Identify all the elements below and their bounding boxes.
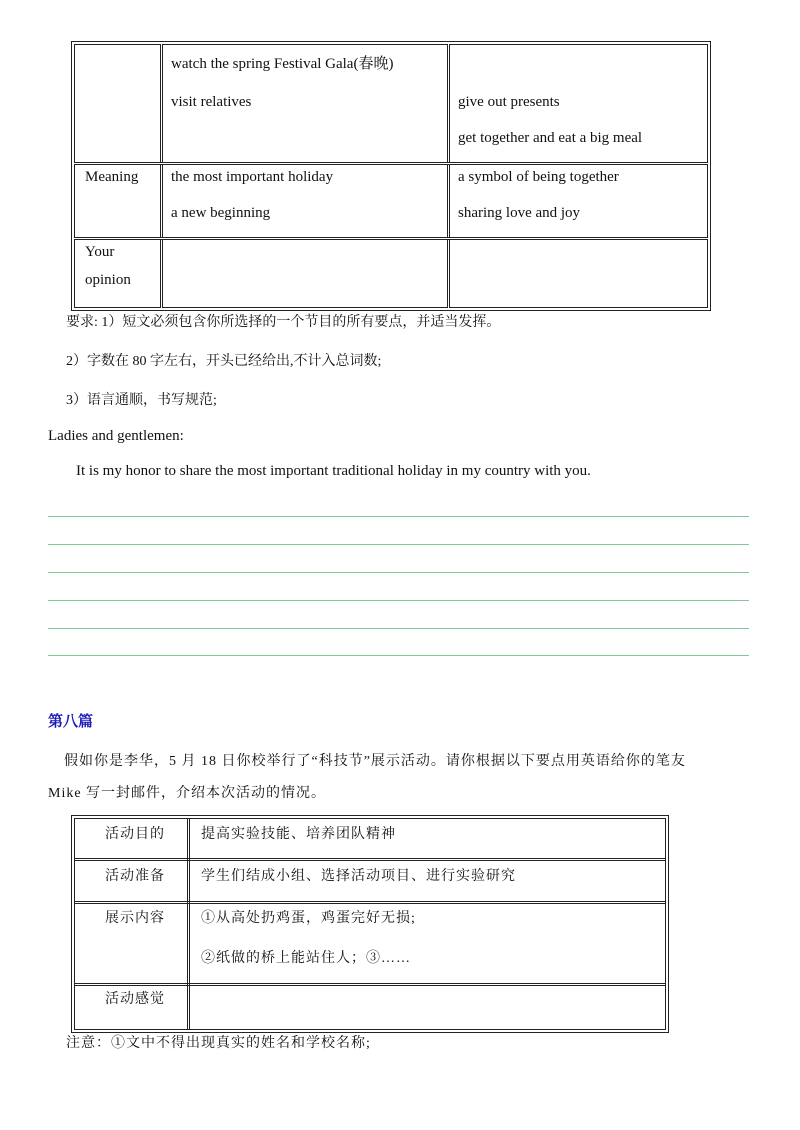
writing-line[interactable]	[48, 516, 749, 517]
writing-line[interactable]	[48, 655, 749, 656]
table-column-divider	[187, 818, 190, 1030]
writing-line[interactable]	[48, 628, 749, 629]
row-label: 展示内容	[105, 911, 165, 926]
activity-cell-text: watch the spring Festival Gala(春晚)	[171, 56, 394, 72]
row-content: ②纸做的桥上能站住人；③……	[201, 951, 411, 966]
table-column-divider	[447, 44, 450, 308]
writing-line[interactable]	[48, 600, 749, 601]
table-row-divider	[74, 858, 666, 861]
meaning-cell-text: a new beginning	[171, 205, 271, 221]
activity-cell-text: give out presents	[458, 94, 560, 110]
activity-cell-text: get together and eat a big meal	[458, 130, 643, 146]
row-label: 活动准备	[105, 869, 165, 884]
row-content: ①从高处扔鸡蛋，鸡蛋完好无损;	[201, 911, 416, 926]
table-column-divider	[160, 44, 163, 308]
table-row-divider	[74, 162, 708, 165]
row-label-meaning: Meaning	[85, 169, 139, 185]
row-label: 活动目的	[105, 827, 165, 842]
writing-line[interactable]	[48, 544, 749, 545]
requirement-2: 2）字数在 80 字左右，开头已经给出,不计入总词数;	[66, 354, 382, 369]
table-row-divider	[74, 983, 666, 986]
row-label-opinion: Your	[85, 244, 115, 260]
activity-cell-text: visit relatives	[171, 94, 252, 110]
task-prompt-line-2: Mike 写一封邮件，介绍本次活动的情况。	[48, 786, 327, 801]
table-row-divider	[74, 237, 708, 240]
writing-line[interactable]	[48, 572, 749, 573]
task-prompt-line-1: 假如你是李华，5 月 18 日你校举行了“科技节”展示活动。请你根据以下要点用英语给你的笔友	[64, 754, 686, 769]
row-content: 学生们结成小组、选择活动项目、进行实验研究	[201, 869, 516, 884]
essay-opening-sentence: It is my honor to share the most important traditional holiday in my country with you.	[76, 463, 591, 479]
meaning-cell-text: sharing love and joy	[458, 205, 581, 221]
meaning-cell-text: a symbol of being together	[458, 169, 619, 185]
meaning-cell-text: the most important holiday	[171, 169, 334, 185]
note-text: 注意：①文中不得出现真实的姓名和学校名称;	[66, 1036, 371, 1051]
section-title: 第八篇	[48, 714, 94, 730]
science-festival-table	[74, 818, 666, 1030]
row-label: 活动感觉	[105, 992, 165, 1007]
requirement-1: 要求: 1）短文必须包含你所选择的一个节目的所有要点，并适当发挥。	[66, 315, 501, 330]
holiday-info-table	[74, 44, 708, 308]
table-row-divider	[74, 901, 666, 904]
essay-salutation: Ladies and gentlemen:	[48, 428, 184, 444]
row-label-opinion: opinion	[85, 272, 131, 288]
row-content: 提高实验技能、培养团队精神	[201, 827, 396, 842]
requirement-3: 3）语言通顺，书写规范;	[66, 393, 217, 408]
